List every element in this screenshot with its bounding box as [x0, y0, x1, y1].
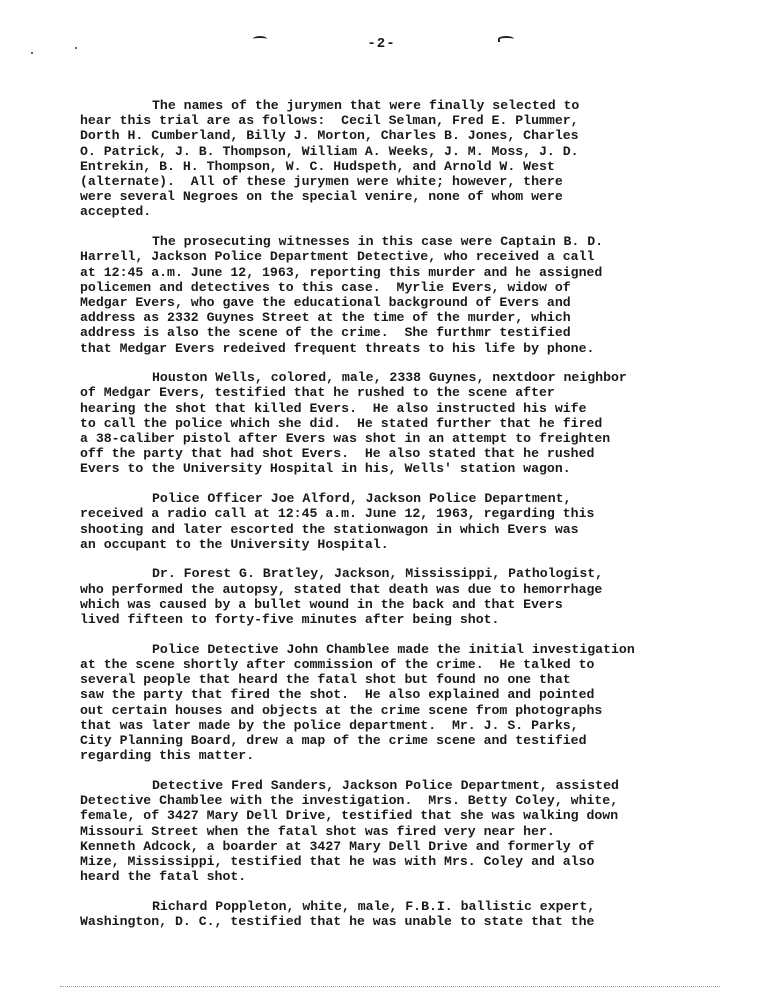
text-line: several people that heard the fatal shot but found no one that: [80, 672, 571, 688]
paragraph: [80, 98, 760, 220]
text-line: saw the party that fired the shot. He also explained and pointed: [80, 687, 595, 703]
text-line: The names of the jurymen that were finally selected to: [152, 98, 580, 113]
text-line: Harrell, Jackson Police Department Detective, who received a call: [80, 249, 595, 265]
text-line: Detective Fred Sanders, Jackson Police Department, assisted: [152, 777, 619, 793]
text-line: hearing the shot that killed Evers. He also instructed his wife: [80, 400, 587, 416]
document-body: [80, 98, 760, 944]
text-line: out certain houses and objects at the crime scene from photographs: [80, 702, 603, 718]
text-line: (alternate). All of these jurymen were white; however, there: [80, 174, 563, 190]
text-line: received a radio call at 12:45 a.m. June 12, 1963, regarding this: [80, 506, 595, 522]
paragraph: [80, 370, 760, 476]
text-line: female, of 3427 Mary Dell Drive, testified that she was walking down: [80, 808, 619, 824]
text-line: that Medgar Evers redeived frequent threats to his life by phone.: [80, 340, 595, 356]
text-line: City Planning Board, drew a map of the crime scene and testified: [80, 733, 587, 749]
text-line: Missouri Street when the fatal shot was fired very near her.: [80, 823, 555, 839]
paragraph: [80, 491, 760, 552]
text-line: Houston Wells, colored, male, 2338 Guynes, nextdoor neighbor: [152, 370, 627, 386]
text-line: policemen and detectives to this case. Myrlie Evers, widow of: [80, 279, 571, 295]
paragraph: [80, 899, 760, 929]
text-line: The prosecuting witnesses in this case were Captain B. D.: [152, 234, 604, 250]
text-line: address as 2332 Guynes Street at the time of the murder, which: [80, 310, 571, 326]
text-line: a 38-caliber pistol after Evers was shot in an attempt to freighten: [80, 431, 611, 447]
text-line: that was later made by the police department. Mr. J. S. Parks,: [80, 717, 579, 733]
text-line: Richard Poppleton, white, male, F.B.I. ballistic expert,: [152, 898, 596, 914]
text-line: Washington, D. C., testified that he was unable to state that the: [80, 914, 595, 930]
text-line: Medgar Evers, who gave the educational background of Evers and: [80, 294, 571, 310]
page-bottom-edge: [60, 986, 720, 987]
text-line: accepted.: [80, 204, 152, 220]
text-line: Entrekin, B. H. Thompson, W. C. Hudspeth, and Arnold W. West: [80, 158, 555, 174]
text-line: of Medgar Evers, testified that he rushed to the scene after: [80, 385, 555, 401]
text-line: O. Patrick, J. B. Thompson, William A. Weeks, J. M. Moss, J. D.: [80, 143, 579, 159]
text-line: Police Detective John Chamblee made the initial investigation: [152, 641, 635, 657]
text-line: were several Negroes on the special venire, none of whom were: [80, 189, 563, 205]
paragraph: [80, 234, 760, 356]
text-line: Detective Chamblee with the investigation. Mrs. Betty Coley, white,: [80, 793, 619, 809]
text-line: Dorth H. Cumberland, Billy J. Morton, Charles B. Jones, Charles: [80, 128, 579, 144]
paragraph: [80, 566, 760, 627]
scan-speck: [31, 52, 33, 54]
text-line: off the party that had shot Evers. He also stated that he rushed: [80, 446, 595, 462]
text-line: to call the police which she did. He stated further that he fired: [80, 415, 603, 431]
paragraph: [80, 778, 760, 884]
text-line: Evers to the University Hospital in his, Wells' station wagon.: [80, 461, 571, 477]
text-line: who performed the autopsy, stated that death was due to hemorrhage: [80, 581, 603, 597]
text-line: Kenneth Adcock, a boarder at 3427 Mary Dell Drive and formerly of: [80, 838, 595, 854]
scan-speck: [75, 47, 77, 49]
text-line: regarding this matter.: [80, 748, 255, 764]
text-line: at 12:45 a.m. June 12, 1963, reporting this murder and he assigned: [80, 264, 603, 280]
paragraph: [80, 642, 760, 764]
scan-mark-right: [498, 36, 514, 42]
text-line: an occupant to the University Hospital.: [80, 536, 389, 552]
text-line: at the scene shortly after commission of the crime. He talked to: [80, 657, 595, 672]
text-line: which was caused by a bullet wound in the back and that Evers: [80, 596, 563, 612]
text-line: Police Officer Joe Alford, Jackson Police Department,: [152, 491, 572, 507]
text-line: hear this trial are as follows: Cecil Selman, Fred E. Plummer,: [80, 113, 579, 129]
text-line: Mize, Mississippi, testified that he was with Mrs. Coley and also: [80, 853, 595, 869]
text-line: heard the fatal shot.: [80, 869, 247, 885]
text-line: shooting and later escorted the stationwagon in which Evers was: [80, 521, 579, 537]
page-number: -2-: [367, 36, 396, 52]
text-line: address is also the scene of the crime. She furthmr testified: [80, 325, 571, 341]
text-line: lived fifteen to forty-five minutes after being shot.: [80, 612, 500, 628]
text-line: Dr. Forest G. Bratley, Jackson, Mississippi, Pathologist,: [152, 566, 604, 582]
